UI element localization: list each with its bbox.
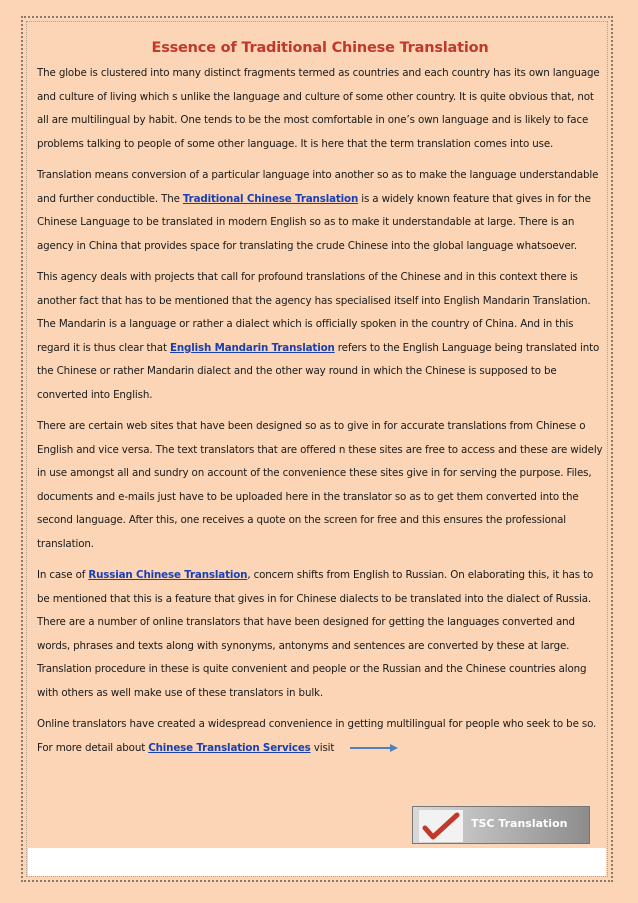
logo-text: TSC Translation: [471, 817, 568, 830]
chinese-translation-services-link[interactable]: Chinese Translation Services: [148, 741, 311, 754]
traditional-chinese-translation-link[interactable]: Traditional Chinese Translation: [182, 192, 359, 205]
paragraph-2: [37, 164, 603, 258]
paragraph-text: This agency deals with projects that call for profound translations of the Chinese and in this context there is another fact that has to be mentioned that the agency has specialised itself into English Mandarin Translation. The Mandarin is a language or rather a dialect which is officially spoken in the country of China. And in this regard it is thus clear that: [37, 271, 591, 354]
checkmark-logo-icon: [419, 810, 463, 842]
russian-chinese-translation-link[interactable]: Russian Chinese Translation: [88, 569, 248, 581]
paragraph-1: [37, 62, 603, 156]
paragraph-6: [37, 713, 603, 760]
paragraph-3: [37, 266, 603, 407]
footer-strip: [28, 848, 606, 876]
right-arrow-icon: [350, 743, 398, 753]
paragraph-text: refers to the English Language being translated into the Chinese or rather Mandarin dialect and the other way round in which the Chinese is supposed to be converted into English.: [37, 341, 600, 401]
paragraph-text: is a widely known feature that gives in for the Chinese Language to be translated in modern English so as to make it understandable at large. There is an agency in China that provides space for translating the crude Chinese into the global language whatsoever.: [37, 192, 591, 252]
paragraph-text: Online translators have created a widespread convenience in getting multilingual for people who seek to be so. For more detail about: [37, 718, 597, 754]
paragraph-text: Translation means conversion of a particular language into another so as to make the language understandable and further conductible. The: [37, 169, 599, 205]
article: [37, 40, 603, 768]
paragraph-text: There are certain web sites that have been designed so as to give in for accurate translations from Chinese o English and vice versa. The text translators that are offered n these sites are free to access and these are widely in use amongst all and sundry on account of the convenience these sites give in for serving the purpose. Files, documents and e-mails just have to be uploaded here in the translator so as to get them converted into the second language. After this, one receives a quote on the screen for free and this ensures the professional translation.: [37, 420, 603, 550]
tsc-translation-logo[interactable]: [412, 806, 590, 844]
paragraph-text: visit: [310, 741, 335, 754]
paragraph-text: The globe is clustered into many distinct fragments termed as countries and each country has its own language and culture of living which s unlike the language and culture of some other country. It is quite obvious that, not all are multilingual by habit. One tends to be the most comfortable in one’s own language and is likely to face problems talking to people of some other language. It is here that the term translation comes into use.: [37, 67, 600, 150]
page-title: Essence of Traditional Chinese Translation: [151, 40, 489, 56]
paragraph-5: [37, 564, 603, 705]
english-mandarin-translation-link[interactable]: English Mandarin Translation: [169, 341, 335, 354]
paragraph-text: , concern shifts from English to Russian. On elaborating this, it has to be mentioned that this is a feature that gives in for Chinese dialects to be translated into the dialect of Russia. There are a number of online translators that have been designed for getting the languages converted and words, phrases and texts along with synonyms, antonyms and sentences are converted by these at large. Translation procedure in these is quite convenient and people or the Russian and the Chinese countries along with others as well make use of these translators in bulk.: [37, 569, 594, 699]
paragraph-text: In case of: [37, 569, 89, 581]
paragraph-4: [37, 415, 603, 556]
